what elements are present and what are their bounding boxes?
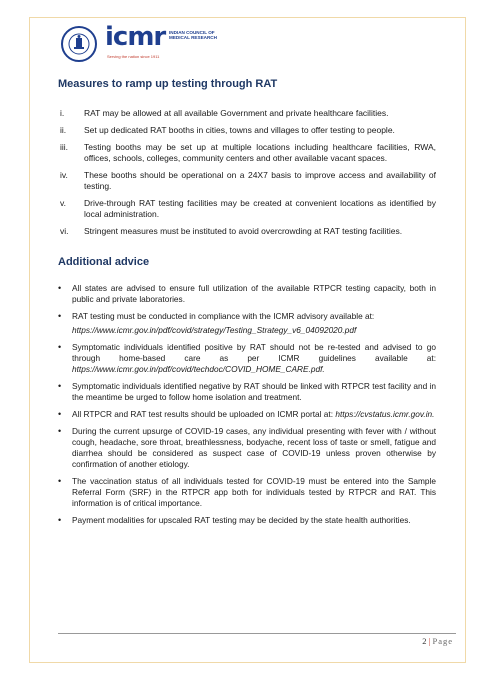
logo-org-name: INDIAN COUNCIL OF MEDICAL RESEARCH bbox=[169, 30, 217, 41]
list-item-text: All states are advised to ensure full utilization of the available RTPCR testing capacity, both in public and private laboratories. bbox=[72, 283, 436, 304]
list-item bbox=[58, 226, 436, 237]
list-item bbox=[58, 108, 436, 119]
list-item-text: RAT may be allowed at all available Government and private healthcare facilities. bbox=[84, 108, 389, 118]
list-item-text: Stringent measures must be instituted to avoid overcrowding at RAT testing facilities. bbox=[84, 226, 403, 236]
section-title-advice: Additional advice bbox=[58, 256, 150, 268]
list-item bbox=[58, 170, 436, 192]
bullet-icon: • bbox=[58, 409, 62, 419]
list-item-text: Payment modalities for upscaled RAT testing may be decided by the state health authorities. bbox=[72, 515, 411, 525]
list-number: i. bbox=[60, 108, 65, 118]
list-item bbox=[58, 311, 436, 336]
list-item-text: Drive-through RAT testing facilities may be created at convenient locations as identified by local administration. bbox=[84, 198, 436, 219]
list-number: ii. bbox=[60, 125, 67, 135]
page-number bbox=[422, 636, 453, 646]
list-item bbox=[58, 125, 436, 136]
measures-list bbox=[58, 108, 436, 243]
page-separator: | bbox=[428, 636, 431, 646]
portal-link[interactable]: https://cvstatus.icmr.gov.in. bbox=[335, 409, 435, 419]
list-item-text: Symptomatic individuals identified negative by RAT should be linked with RTPCR test facility and in the meantime be urged to follow home isolation and treatment. bbox=[72, 381, 436, 402]
list-number: iv. bbox=[60, 170, 68, 180]
bullet-icon: • bbox=[58, 342, 62, 352]
list-item-text: The vaccination status of all individuals tested for COVID-19 must be entered into the Sample Referral Form (SRF) in the RTPCR app both for individuals tested by RTPCR and RAT. This information is of critical importance. bbox=[72, 476, 436, 508]
page-label: Page bbox=[432, 636, 453, 646]
list-item bbox=[58, 198, 436, 220]
list-item bbox=[58, 142, 436, 164]
home-care-link[interactable]: https://www.icmr.gov.in/pdf/covid/techdoc/COVID_HOME_CARE.pdf. bbox=[72, 364, 325, 374]
bullet-icon: • bbox=[58, 381, 62, 391]
logo-tagline: Serving the nation since 1911 bbox=[107, 54, 160, 59]
list-item-text: Symptomatic individuals identified positive by RAT should not be re-tested and advised to go through home-based care as per ICMR guidelines available at: bbox=[72, 342, 436, 363]
list-item bbox=[58, 515, 436, 526]
icmr-logo bbox=[105, 22, 255, 66]
list-item bbox=[58, 426, 436, 470]
list-item bbox=[58, 381, 436, 403]
list-item-text: During the current upsurge of COVID-19 cases, any individual presenting with fever with / without cough, headache, sore throat, breathlessness, bodyache, recent loss of taste or smell, fatigue and diarrhea should be considered as suspect case of COVID-19 unless proven otherwise by confirmation of another etiology. bbox=[72, 426, 436, 469]
list-item-text: All RTPCR and RAT test results should be uploaded on ICMR portal at: bbox=[72, 409, 334, 419]
list-item-text: These booths should be operational on a 24X7 basis to improve access and availability of testing. bbox=[84, 170, 436, 191]
bullet-icon: • bbox=[58, 476, 62, 486]
bullet-icon: • bbox=[58, 426, 62, 436]
list-item bbox=[58, 409, 436, 420]
list-item-text: RAT testing must be conducted in compliance with the ICMR advisory available at: bbox=[72, 311, 375, 321]
page-number-value: 2 bbox=[422, 636, 427, 646]
list-number: v. bbox=[60, 198, 66, 208]
list-item-text: Set up dedicated RAT booths in cities, towns and villages to offer testing to people. bbox=[84, 125, 395, 135]
logo-wordmark: icmr bbox=[105, 22, 166, 52]
bullet-icon: • bbox=[58, 515, 62, 525]
advice-list bbox=[58, 283, 436, 532]
footer-divider bbox=[58, 633, 456, 634]
government-emblem-icon bbox=[61, 26, 97, 62]
header bbox=[61, 22, 261, 66]
advisory-link[interactable]: https://www.icmr.gov.in/pdf/covid/strategy/Testing_Strategy_v6_04092020.pdf bbox=[72, 325, 357, 335]
list-item bbox=[58, 476, 436, 509]
list-number: iii. bbox=[60, 142, 69, 152]
list-number: vi. bbox=[60, 226, 69, 236]
list-item bbox=[58, 342, 436, 375]
list-item-text: Testing booths may be set up at multiple locations including healthcare facilities, RWA, offices, schools, colleges, community centers and other available vacant spaces. bbox=[84, 142, 436, 163]
bullet-icon: • bbox=[58, 311, 62, 321]
bullet-icon: • bbox=[58, 283, 62, 293]
list-item bbox=[58, 283, 436, 305]
section-title-measures: Measures to ramp up testing through RAT bbox=[58, 78, 278, 90]
